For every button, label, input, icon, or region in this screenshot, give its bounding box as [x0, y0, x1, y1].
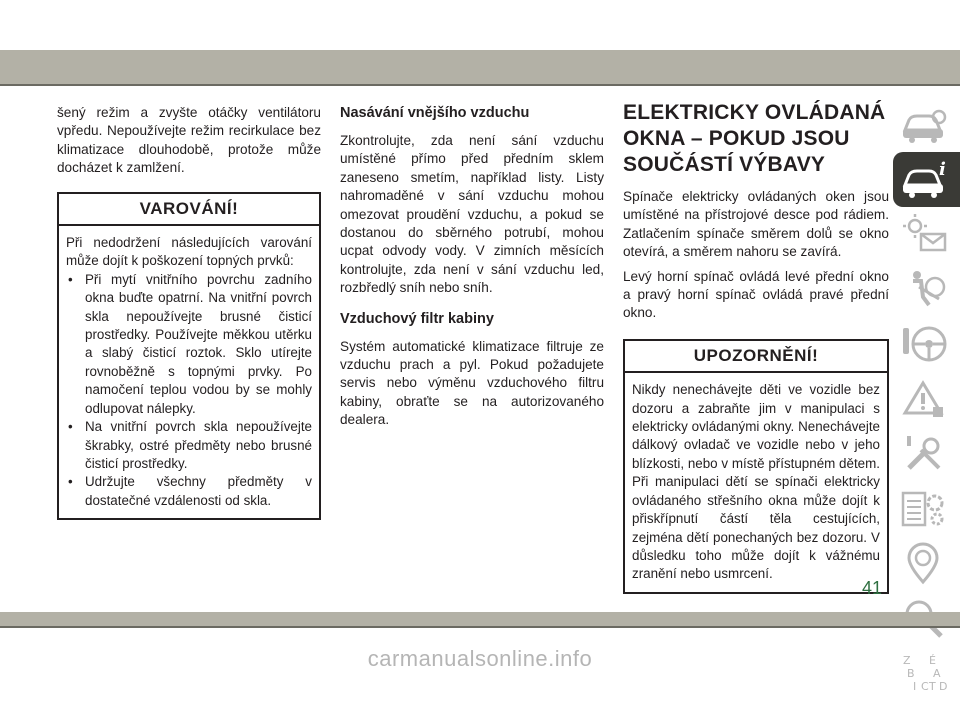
section-heading-cabin-filter: Vzduchový filtr kabiny [340, 310, 494, 327]
warning-title: VAROVÁNÍ! [59, 194, 319, 226]
tab-airbag[interactable] [893, 262, 960, 317]
header-rule [0, 84, 960, 86]
intro-paragraph: šený režim a zvyšte otáčky ventilátoru vpředu. Nepoužívejte režim recirkulace bez klimatizace dlouhodobě, protože může docházet k zamlžení. [57, 105, 321, 176]
tab-car-info[interactable] [893, 152, 960, 207]
chapter-title: ELEKTRICKY OVLÁDANÁ OKNA – POKUD JSOU SOUČÁSTÍ VÝBAVY [623, 101, 886, 176]
steering-wheel-icon [899, 322, 951, 366]
tab-warning-triangle[interactable] [893, 372, 960, 427]
warning-box [57, 192, 321, 521]
svg-text:I: I [913, 680, 917, 693]
caution-box [623, 339, 889, 594]
footer-band [0, 612, 960, 626]
svg-text:B: B [907, 667, 915, 680]
section-heading-air-intake: Nasávání vnějšího vzduchu [340, 105, 530, 121]
caution-body [625, 373, 887, 591]
caution-title: UPOZORNĚNÍ! [625, 341, 887, 373]
warning-body [59, 226, 319, 518]
dashboard-lights-icon [899, 212, 951, 256]
power-windows-paragraph-2: Levý horní spínač ovládá levé přední okno a pravý horní spínač ovládá pravé přední okno. [623, 268, 889, 321]
header-band [0, 50, 960, 84]
caution-text: Nikdy nenechávejte děti ve vozidle bez dozoru a zabraňte jim v manipulaci s elektricky ovládanými okny. Nenechávejte dálkový ovladač ve vozidle nebo v jeho blízkosti, nebo v místě přístupném dětem. Při manipulaci dětí se spínači elektricky ovládaného střešního okna může dojít k přiskřípnutí částí těla cestujících, zejména dětí ponechaných bez dozoru. V důsledku toho může dojít k vážnému zranění nebo usmrcení. [632, 382, 880, 582]
page-number: 41 [862, 578, 883, 598]
column-left [57, 104, 321, 520]
warning-item: • Při mytí vnitřního povrchu zadního okna buďte opatrní. Na vnitřní povrch skla nepoužívejte brusné čisticí prostředky. Používejte měkkou utěrku a slabý čisticí roztok. Sklo utírejte rovnoběžně s topnými prvky. Po namočení teplou vodou by se mohly odlupovat nálepky. [68, 271, 312, 416]
warning-triangle-icon [899, 377, 951, 421]
watermark: carmanualsonline.info [367, 646, 593, 671]
tab-gears-list[interactable] [893, 482, 960, 537]
svg-text:D: D [939, 680, 948, 693]
tab-steering-wheel[interactable] [893, 317, 960, 372]
warning-lead: Při nedodržení následujících varování může dojít k poškození topných prvků: [66, 235, 312, 269]
footer-rule [0, 626, 960, 628]
gears-list-icon [899, 487, 951, 531]
column-right [623, 100, 889, 594]
warning-item: • Na vnitřní povrch skla nepoužívejte škrabky, ostré předměty nebo brusné čisticí prostředky. [68, 419, 312, 471]
tab-car-search[interactable] [893, 97, 960, 152]
power-windows-paragraph-1: Spínače elektricky ovládaných oken jsou umístěné na přístrojové desce pod rádiem. Zatlačením spínače směrem dolů se okno otevírá, a směrem nahoru se zavírá. [623, 189, 889, 260]
column-middle [340, 104, 604, 436]
map-pin-icon [899, 542, 951, 586]
wrench-icon [899, 432, 951, 476]
svg-text:T: T [929, 680, 936, 693]
svg-text:i: i [939, 159, 946, 180]
air-intake-paragraph: Zkontrolujte, zda není sání vzduchu umístěné přímo před předním sklem zaneseno smetím, například listy. Listy nahromaděné v sání vzduchu mohou omezovat proudění vzduchu, a pokud se dostanou do sběrného potrubí, mohou ucpat odvody vody. V zimních měsících kontrolujte, zda není v sání vzduchu led, rozbředlý sníh nebo sníh. [340, 133, 604, 296]
airbag-icon [899, 267, 951, 311]
svg-text:C: C [921, 680, 929, 693]
car-info-icon [899, 157, 951, 201]
svg-text:A: A [933, 667, 941, 680]
tab-dashboard-lights[interactable] [893, 207, 960, 262]
car-search-icon [899, 102, 951, 146]
svg-text:É: É [929, 654, 936, 667]
svg-text:Z: Z [903, 654, 911, 667]
warning-list [66, 271, 312, 510]
tab-map-pin[interactable] [893, 537, 960, 592]
tab-wrench[interactable] [893, 427, 960, 482]
warning-item: • Udržujte všechny předměty v dostatečné vzdálenosti od skla. [68, 474, 312, 508]
cabin-filter-paragraph: Systém automatické klimatizace filtruje ze vzduchu prach a pyl. Pokud požadujete servis nebo výměnu vzduchového filtru kabiny, obraťte se na autorizovaného dealera. [340, 338, 604, 428]
